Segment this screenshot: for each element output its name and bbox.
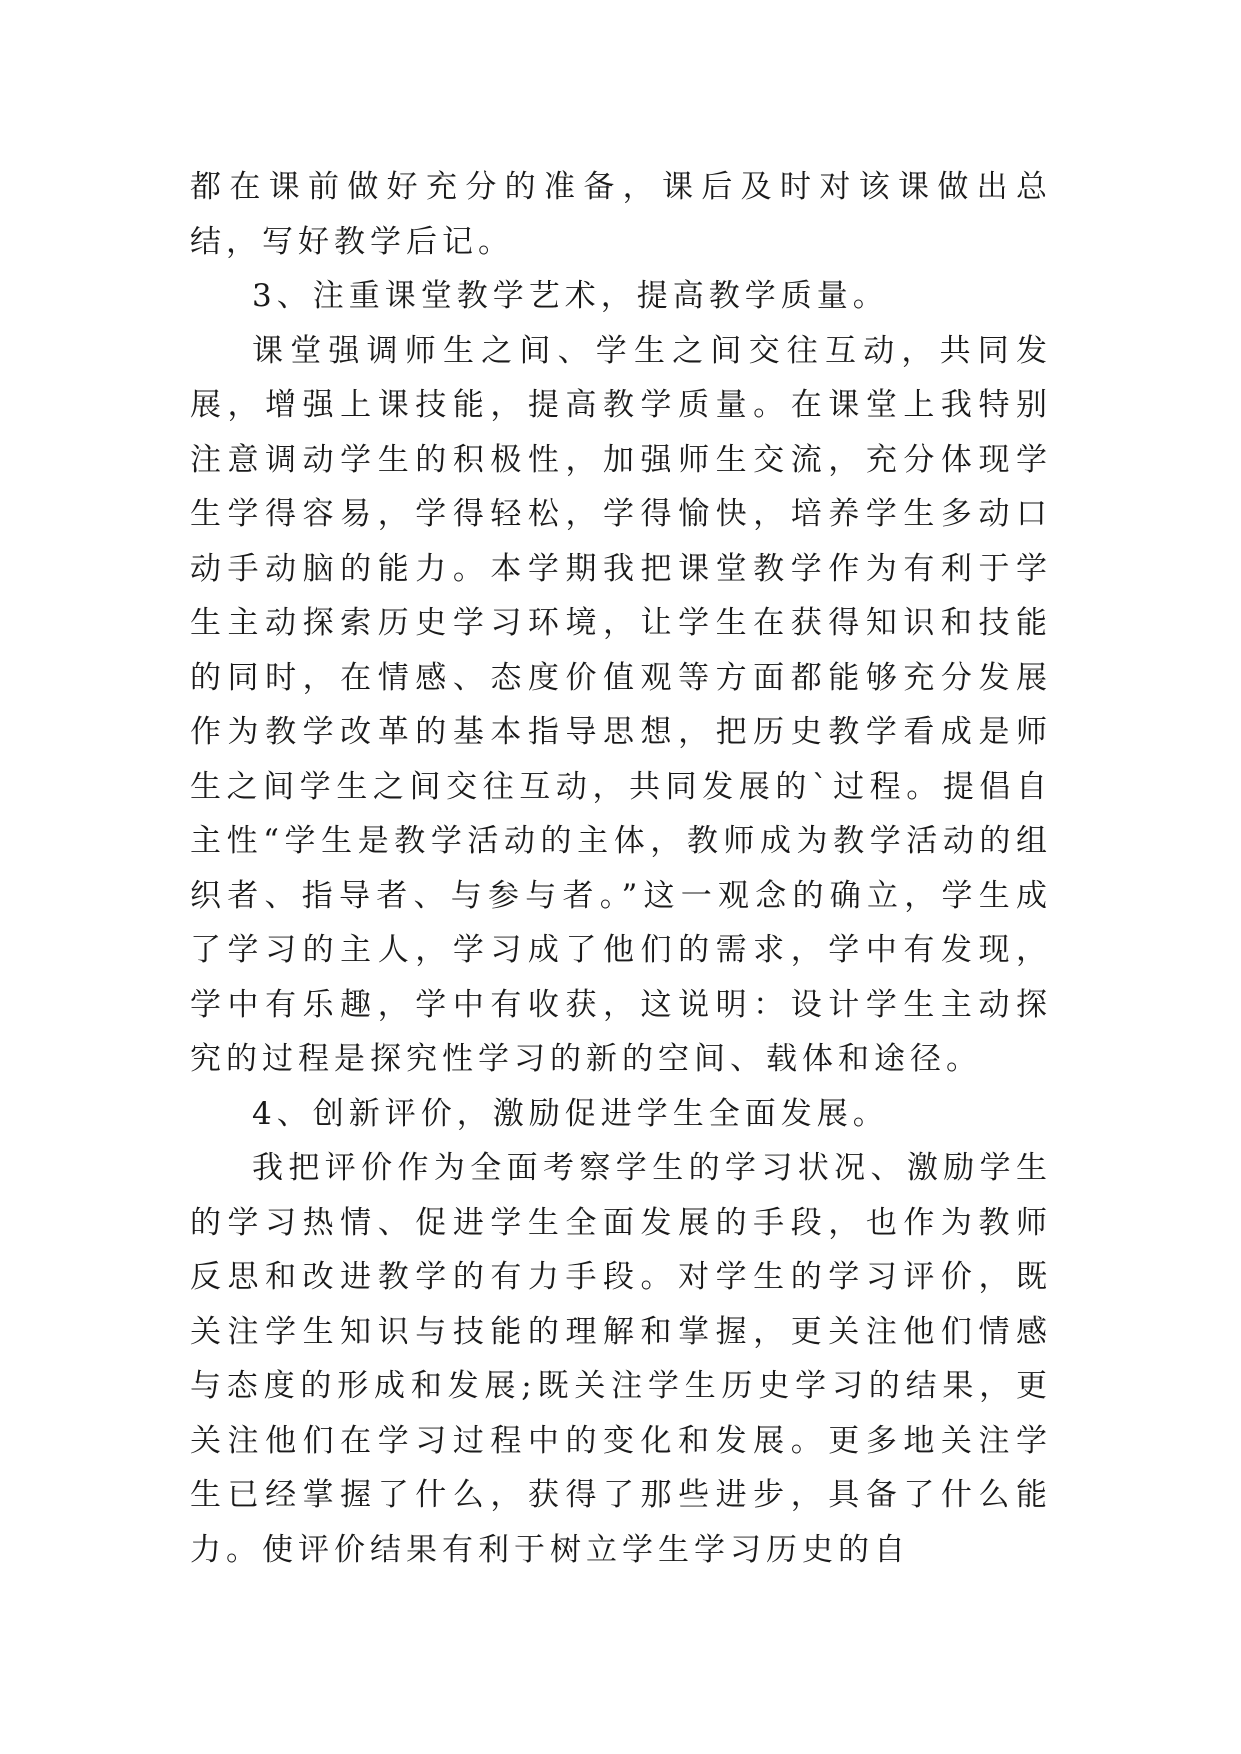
- paragraph-evaluation: 我把评价作为全面考察学生的学习状况、激励学生的学习热情、促进学生全面发展的手段，也作为教师反思和改进教学的有力手段。对学生的学习评价，既关注学生知识与技能的理解和掌握，更关注他们情感与态度的形成和发展;既关注学生历史学习的结果，更关注他们在学习过程中的变化和发展。更多地关注学生已经掌握了什么，获得了那些进步，具备了什么能力。使评价结果有利于树立学生学习历史的自: [190, 1150, 1052, 1568]
- section-heading-3: 3、注重课堂教学艺术，提高教学质量。: [252, 278, 889, 314]
- paragraph-continuation: 都在课前做好充分的准备，课后及时对该课做出总结，写好教学后记。: [190, 169, 1052, 260]
- paragraph-classroom-teaching: 课堂强调师生之间、学生之间交往互动，共同发展，增强上课技能，提高教学质量。在课堂上我特别注意调动学生的积极性，加强师生交流，充分体现学生学得容易，学得轻松，学得愉快，培养学生多动口动手动脑的能力。本学期我把课堂教学作为有利于学生主动探索历史学习环境，让学生在获得知识和技能的同时，在情感、态度价值观等方面都能够充分发展作为教学改革的基本指导思想，把历史教学看成是师生之间学生之间交往互动，共同发展的`过程。提倡自主性“学生是教学活动的主体，教师成为教学活动的组织者、指导者、与参与者。”这一观念的确立，学生成了学习的主人，学习成了他们的需求，学中有发现，学中有乐趣，学中有收获，这说明：设计学生主动探究的过程是探究性学习的新的空间、载体和途径。: [190, 332, 1052, 1077]
- document-body: [190, 160, 1052, 1577]
- section-heading-4: 4、创新评价，激励促进学生全面发展。: [252, 1095, 889, 1132]
